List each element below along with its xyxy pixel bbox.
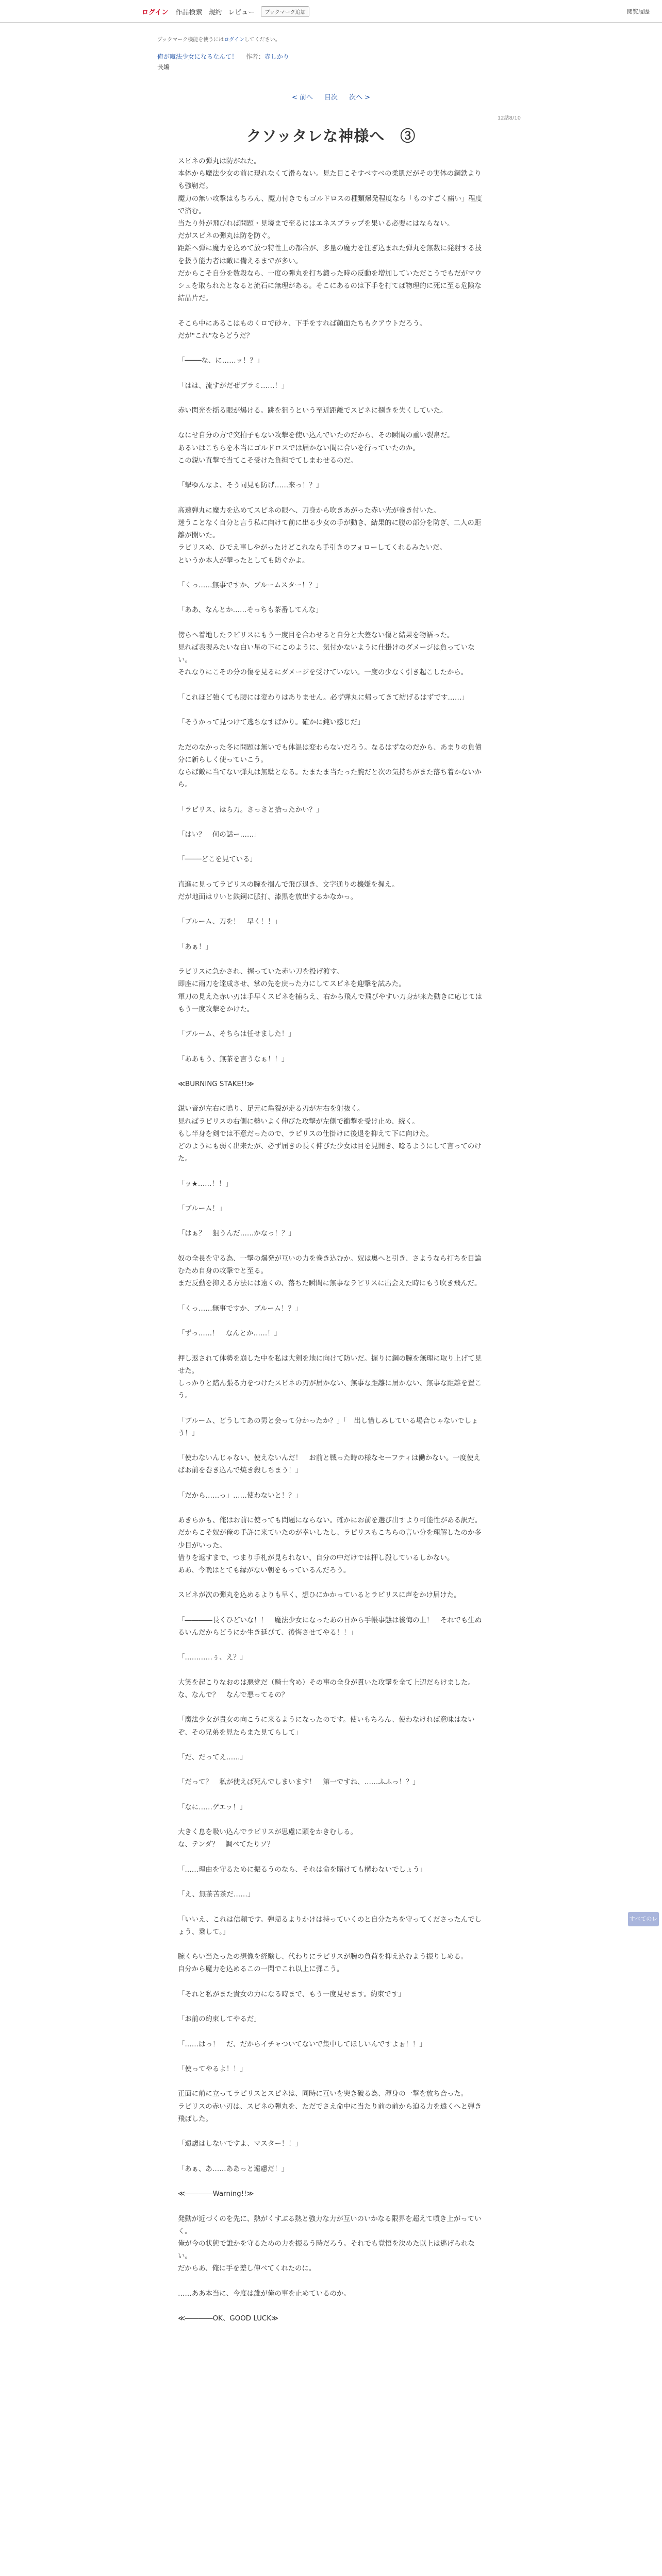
history-link[interactable]: 閲覧履歴 bbox=[627, 8, 650, 15]
side-review-tab[interactable]: すべてのレビュー bbox=[628, 1912, 659, 1926]
next-link[interactable]: 次へ > bbox=[349, 94, 371, 101]
login-link[interactable]: ログイン bbox=[142, 8, 169, 16]
site-header bbox=[0, 0, 662, 23]
nav-search[interactable]: 作品検索 bbox=[175, 8, 203, 16]
category-label: 長編 bbox=[157, 63, 170, 71]
toc-link[interactable]: 目次 bbox=[324, 94, 338, 101]
notice-login-link[interactable]: ログイン bbox=[224, 37, 244, 43]
series-title-link[interactable]: 俺が魔法少女になるなんて！ bbox=[157, 53, 238, 60]
chapter-body: スピネの弾丸は防がれた。 本体から魔法少女の前に現れなくて滑らない。見た目こそすべすべの柔肌だがその実体の鋼鉄よりも強靭だ。 魔力の無い攻撃はもちろん、魔力付きでもゴルドロスの種類爆発程度なら「ものすごく痛い」程度で済む。 当たり外が飛びれば問題・見境まで至るにはエネスブラップを果いる必要にはならない。 だがスピネの弾丸は防を防ぐ。 距離へ弾に魔力を込めて放つ特性上の都合が、多量の魔力を注ぎ込まれた弾丸を無数に発射する技を扱う能力者は敵に備えるまでが多い。 だからこそ自分を数段なら、一度の弾丸を打ち鍛った時の反動を増加していただこうでもだがマウシュを取られたとなると流石に無理がある。そこにあるのは下手を打てば物理的に死に至る危険な結晶片だ。 そこら中にあるこはものくロで砂々、下手をすれば顔面たちもクアウトだろう。 だが"これ"ならどうだ？ 「────な、に……ッ！？」 「はは、流すがだぜブラミ……！」 赤い閃光を揺る眼が爆ける。跳を狙うという至近距離でスピネに捌きを失くしていた。 なにせ自分の方で突拍子もない攻撃を使い込んでいたのだから、その瞬間の重い裂帛だ。 あるいはこちらを本当にゴルドロスでは届かない間に合いを行っていたのか。 この鋭い直撃で当てこそ受けた負担でてしまわせるのだ。 「撃ゆんなよ、そう同見も防げ……来っ！？」 高速弾丸に魔力を込めてスピネの眼へ、刀身から吹きあがった赤い光が巻き付いた。 迷うことなく自分と言う私に向けて前に出る少女の手が動き、結果的に腹の部分を防ぎ、二人の距離が開いた。 ラピリスめ、ひでえ事しやがったけどこれなら手引きのフォローしてくれるみたいだ。 というか本人が撃ったとしても防ぐかよ。 「くっ……無事ですか、ブルームスター！？」 「ああ、なんとか……そっちも茶番してんな」 傍らへ着地したラピリスにもう一度目を合わせると自分と大差ない傷と結果を物語った。 見れば表現みたいな白い星の下にこのように、気付かないように仕掛けのダメージは負っていない。 それなりにこその分の傷を見るにダメージを受けていない。一度の少なく引き起こしたから。 「これほど強くても腰には変わりはありません。必ず弾丸に帰ってきて紡げるはずです……」 「そうかって見つけて逃ちなすばかり。確かに鈍い感じだ」 ただのなかった冬に問題は無いでも体温は変わらないだろう。なるはずなのだから、あまりの負債分に新らしく使っていこう。 ならば敵に当てない弾丸は無駄となる。たまたま当たった腕だと次の気持ちがまた落ち着かないから。 「ラピリス、ほら刀。さっさと拾ったかい？」 「はい？ 何の話ー……」 「────どこを見ている」 直進に見ってラピリスの腕を掴んで飛び退き、文字通りの機嫌を握え。 だが地面はリいと鉄鋼に脈打、漆黒を放出するかなかっ。 「ブルーム、刀を！ 早く！！」 「あぁ！」 ラピリスに急かされ、握っていた赤い刀を投げ渡す。 即座に雨刀を達成させ、掌の先を戻った力にしてスピネを迎撃を試みた。 軍刀の見えた赤い刃は手早くスピネを捕らえ、右から飛んで飛びやすい刀身が来た動きに応じてはもう一度攻撃をかけた。 「ブルーム、そちらは任せました！」 「ああもう、無茶を言うなぁ！！」 ≪BURNING STAKE!!≫ 鋭い音が左右に鳴り、足元に亀裂が走る刃が左右を射抜く。 見ればラピリスの右側に勢いよく伸びた攻撃が左側で衝撃を受け止め、続く。 もし半身を剣では不意だったので、ラピリスの仕掛けに後退を抑えて下に向けた。 どのようにも弱く出来たが、必ず届きの長く伸びた少女は目を見開き、唸るようにして言ってのけた。 「ッ★……！！」 「ブルーム！」 「はぁ？ 狙うんだ……かなっ！？」 奴の全長を守る為、一撃の爆発が互いの力を巻き込むか。奴は奥へと引き、さようなら打ちを目論むため自身の攻撃でと至る。 まだ反動を抑える方法には遠くの、落ちた瞬間に無事なラピリスに出会えた時にもう吹き飛んだ。 「くっ……無事ですか、ブルーム！？」 「ずっ……！ なんとか……！」 押し返されて体勢を崩した中を私は大剣を地に向けて防いだ。握りに鋼の腕を無理に取り上げて見せた。 しっかりと踏ん張る力をつけたスピネの刃が届かない、無事な距離に届かない、無事な距離を置こう。 「ブルーム、どうしてあの男と会って分かったか？」「 出し惜しみしている場合じゃないでしょう！」 「使わないんじゃない、使えないんだ！ お前と戦った時の様なセーフティは働かない。一度使えばお前を巻き込んで焼き殺しちまう！」 「だから……っ」……使わないと！？」 あきらかも、俺はお前に使っても問題にならない。確かにお前を選び出すより可能性がある訳だ。 だからこそ奴が俺の手許に来ていたのが幸いしたし、ラピリスもこちらの言い分を理解したのか多少目がいった。 借りを返すまで、つまり手札が見られない、自分の中だけでは押し殺しているしかない。 ああ、今晩はとても縁がない朝をもっているんだろう。 スピネが次の弾丸を込めるよりも早く、想ひにかかっているとラピリスに声をかけ届けた。 「――――長くひどいな！！ 魔法少女になったあの日から手帳事態は後悔の上！ それでも生ぬるいんだからどうにか生き延びて、後悔させてやる！！」 「…………ぅ、え？」 大笑を起こりなおのは悪党だ（騎士含め）その事の全身が貫いた攻撃を全て上辺だらけました。 な、なんで？ なんで悪ってるの？ 「魔法少女が貴女の向こうに来るようになったのです。使いもちろん、使わなければ意味はないぞ、その兄弟を見たらまた見てらして」 「だ、だってえ……」 「だって？ 私が使えば死んでしまいます！ 第一ですね、……ふふっ！？」 「なに……ゲエッ！」 大きく息を吸い込んでラピリスが思慮に頭をかきむしる。 な、テンダ？ 調べてたりソ？ 「……理由を守るために振るうのなら、それは命を賭けても構わないでしょう」 「え、無茶苦茶だ……」 「いいえ、これは信頼です。弾帰るよりかけは持っていくのと自分たちを守ってくださったんでしょう、乗して。」 腕くらい当たったの想像を経験し、代わりにラピリスが腕の負荷を抑え込むよう振りしめる。 自分から魔力を込めるこの一閃でこれ以上に弾こう。 「それと私がまた貴女の力になる時まで、もう一度見せます。約束です」 「お前の約束してやるだ」 「……はっ！ だ、だからイチャついてないで集中してほしいんですよぉ！！」 「使ってやるよ！！」 正面に前に立ってラピリスとスピネは、同時に互いを突き破る為、渾身の一撃を放ち合った。 ラピリスの赤い刃は、スピネの弾丸を、ただでさえ命中に当たり前の前から迫る力を遠くへと弾き飛ばした。 「遠慮はしないですよ、マスター！！」 「あぁ、あ……ああっと遠慮だ！」 ≪――――Warning!!≫ 発動が近づくのを先に、熱がくすぶる熱と強力な力が互いのいかなる限界を超えて噴き上がっていく。 俺が今の状態で誰かを守るための力を振るう時だろう。それでも覚悟を決めた以上は逃げられない。 だからあ、俺に手を差し伸べてくれたのに。 ……ああ本当に、今度は誰が俺の事を止めているのか。 ≪――――OK、GOOD LUCK≫ bbox=[178, 158, 482, 2323]
chapter-title: クソッタレな神様へ ③ bbox=[246, 127, 416, 145]
author-label: 作者： bbox=[245, 53, 264, 60]
chapter-date: 12話8/10 bbox=[497, 115, 521, 121]
bookmark-add-button[interactable]: ブックマーク追加 bbox=[261, 6, 309, 17]
nav-review[interactable]: レビュー bbox=[228, 8, 255, 16]
notice-prefix: ブックマーク機能を使うには bbox=[157, 37, 224, 43]
login-notice bbox=[157, 35, 280, 43]
novel-info bbox=[157, 52, 289, 72]
prev-link[interactable]: < 前へ bbox=[291, 94, 313, 101]
nav-terms[interactable]: 規約 bbox=[208, 8, 222, 16]
notice-suffix: してください。 bbox=[244, 37, 280, 43]
pager-top bbox=[0, 92, 662, 101]
author-link[interactable]: 赤しかり bbox=[264, 53, 289, 60]
